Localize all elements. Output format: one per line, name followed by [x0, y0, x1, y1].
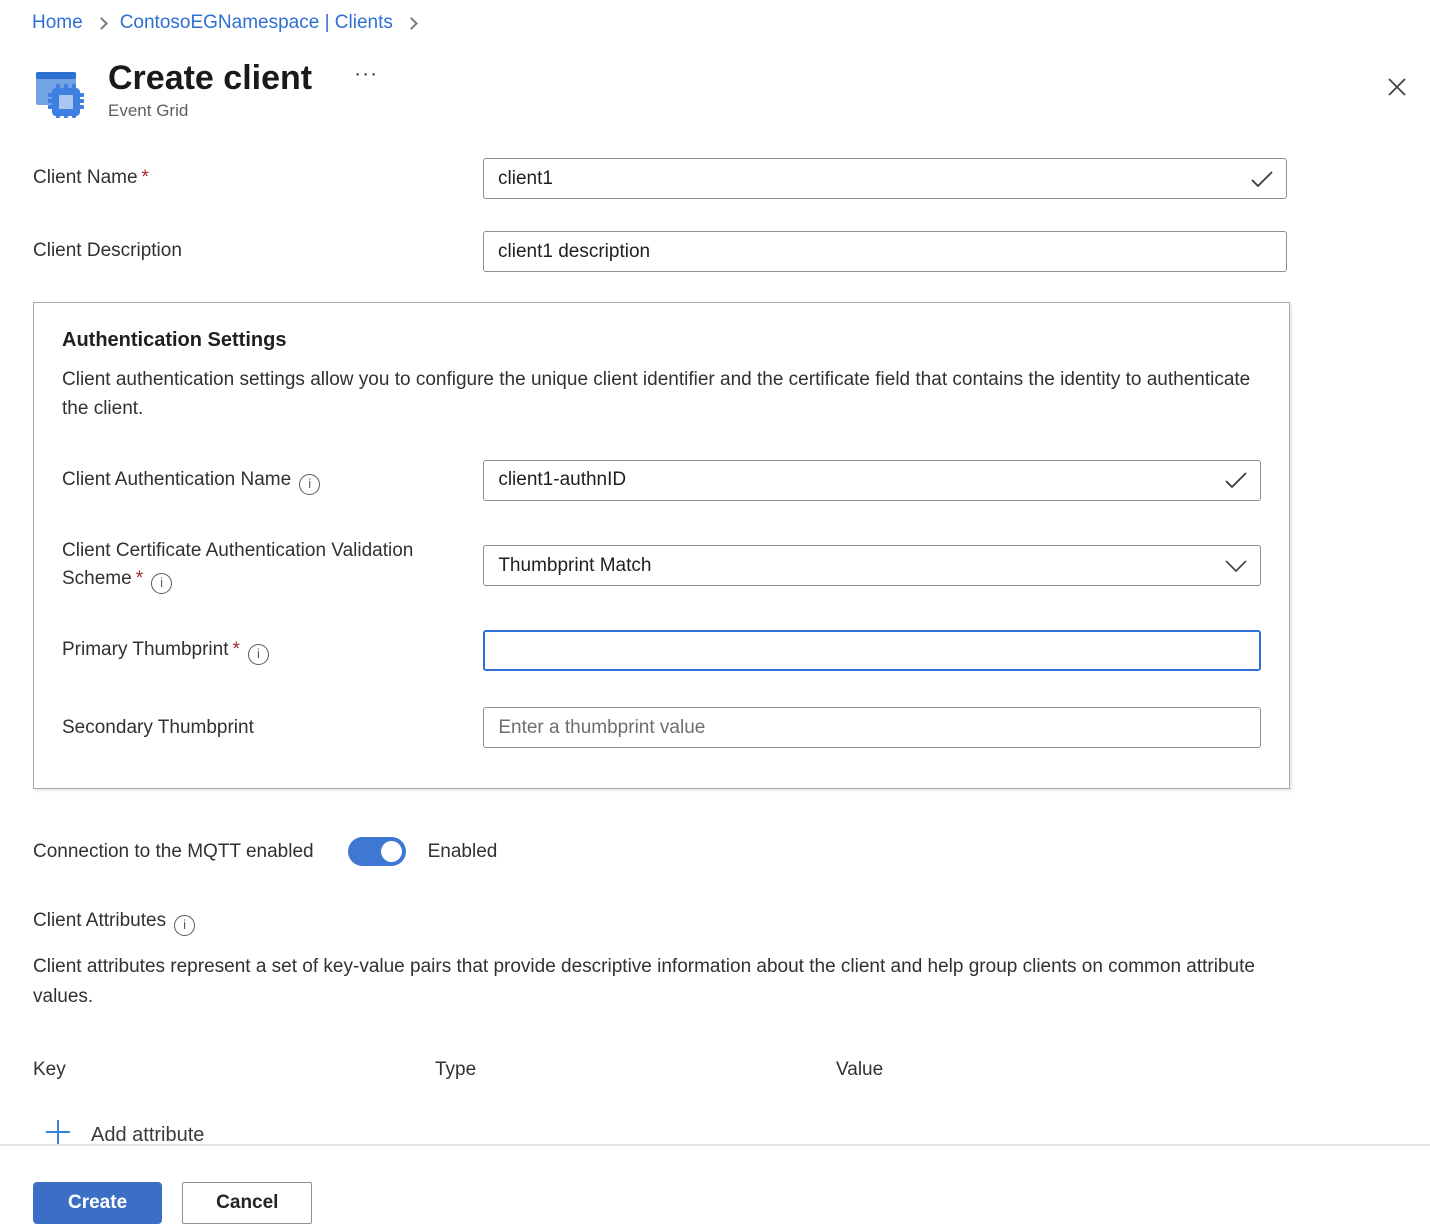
event-grid-client-icon: [30, 62, 94, 126]
client-attributes-label-row: [33, 910, 1430, 936]
field-label-client-authentication-name: [62, 466, 483, 495]
close-icon: [1386, 86, 1408, 101]
attributes-table-headers: [33, 1059, 1430, 1081]
checkmark-icon: [1224, 470, 1248, 490]
footer-divider: [0, 1144, 1430, 1146]
footer-actions: [33, 1182, 1430, 1224]
required-asterisk: *: [141, 167, 149, 189]
field-label-client-description: [33, 237, 483, 266]
mqtt-toggle-label: Connection to the MQTT enabled: [33, 840, 314, 862]
column-header-value: Value: [836, 1059, 884, 1081]
page-header: [30, 60, 1430, 126]
more-options-button[interactable]: ···: [354, 62, 379, 85]
field-label-primary-thumbprint: [62, 636, 483, 665]
info-icon[interactable]: i: [151, 573, 172, 594]
client-attributes-description: Client attributes represent a set of key-value pairs that provide descriptive information about the client and help group clients on common attribute values.: [33, 956, 1255, 1007]
validation-scheme-label: Client Certificate Authentication Validation Scheme: [62, 539, 414, 590]
secondary-thumbprint-row: [62, 707, 1261, 748]
breadcrumb: [0, 0, 1430, 34]
field-label-secondary-thumbprint: [62, 714, 483, 743]
chevron-down-icon: [1224, 558, 1248, 574]
client-authentication-name-input[interactable]: [483, 460, 1261, 501]
validation-scheme-select[interactable]: [483, 545, 1261, 586]
mqtt-toggle-row: [33, 837, 1430, 866]
client-description-input[interactable]: [483, 231, 1287, 272]
authentication-settings-section: [33, 302, 1290, 789]
validation-scheme-row: [62, 537, 1261, 595]
client-name-label: Client Name: [33, 167, 138, 189]
add-attribute-label: Add attribute: [91, 1123, 205, 1146]
add-icon: [45, 1119, 71, 1151]
toggle-knob: [381, 841, 402, 862]
breadcrumb-link-namespace-clients[interactable]: ContosoEGNamespace | Clients: [119, 12, 393, 33]
create-button[interactable]: Create: [33, 1182, 162, 1224]
breadcrumb-link-home[interactable]: Home: [32, 12, 83, 33]
mqtt-toggle[interactable]: [348, 837, 406, 866]
primary-thumbprint-input[interactable]: [483, 630, 1261, 671]
page-title: Create client: [108, 59, 313, 97]
breadcrumb-chevron-icon: [95, 17, 108, 30]
info-icon[interactable]: i: [248, 644, 269, 665]
cancel-button[interactable]: Cancel: [182, 1182, 312, 1224]
breadcrumb-chevron-icon: [405, 17, 418, 30]
mqtt-toggle-state: Enabled: [427, 840, 498, 862]
required-asterisk: *: [135, 568, 144, 590]
required-asterisk: *: [232, 639, 240, 661]
field-label-validation-scheme: [62, 537, 483, 595]
close-button[interactable]: [1382, 72, 1412, 105]
primary-thumbprint-row: [62, 630, 1261, 671]
add-attribute-button[interactable]: [45, 1119, 204, 1151]
secondary-thumbprint-input[interactable]: [483, 707, 1261, 748]
client-authentication-name-row: [62, 460, 1261, 501]
info-icon[interactable]: i: [174, 915, 195, 936]
info-icon[interactable]: i: [299, 474, 320, 495]
client-authentication-name-label: Client Authentication Name: [62, 468, 292, 490]
field-label-client-name: [33, 164, 483, 193]
client-description-row: [33, 231, 1430, 272]
column-header-type: Type: [435, 1059, 477, 1081]
secondary-thumbprint-label: Secondary Thumbprint: [62, 716, 254, 738]
page-subtitle: Event Grid: [108, 101, 189, 121]
title-block: [108, 60, 378, 121]
checkmark-icon: [1250, 169, 1274, 189]
client-name-row: [33, 158, 1430, 199]
client-name-input[interactable]: [483, 158, 1287, 199]
column-header-key: Key: [33, 1059, 66, 1081]
client-attributes-label: Client Attributes: [33, 910, 167, 932]
authentication-settings-title: Authentication Settings: [62, 329, 287, 351]
authentication-settings-description: Client authentication settings allow you to configure the unique client identifier and the certificate field that contains the identity to authenticate the client.: [62, 369, 1251, 420]
primary-thumbprint-label: Primary Thumbprint: [62, 639, 229, 661]
validation-scheme-selected-value: Thumbprint Match: [498, 554, 652, 576]
client-description-label: Client Description: [33, 240, 182, 262]
